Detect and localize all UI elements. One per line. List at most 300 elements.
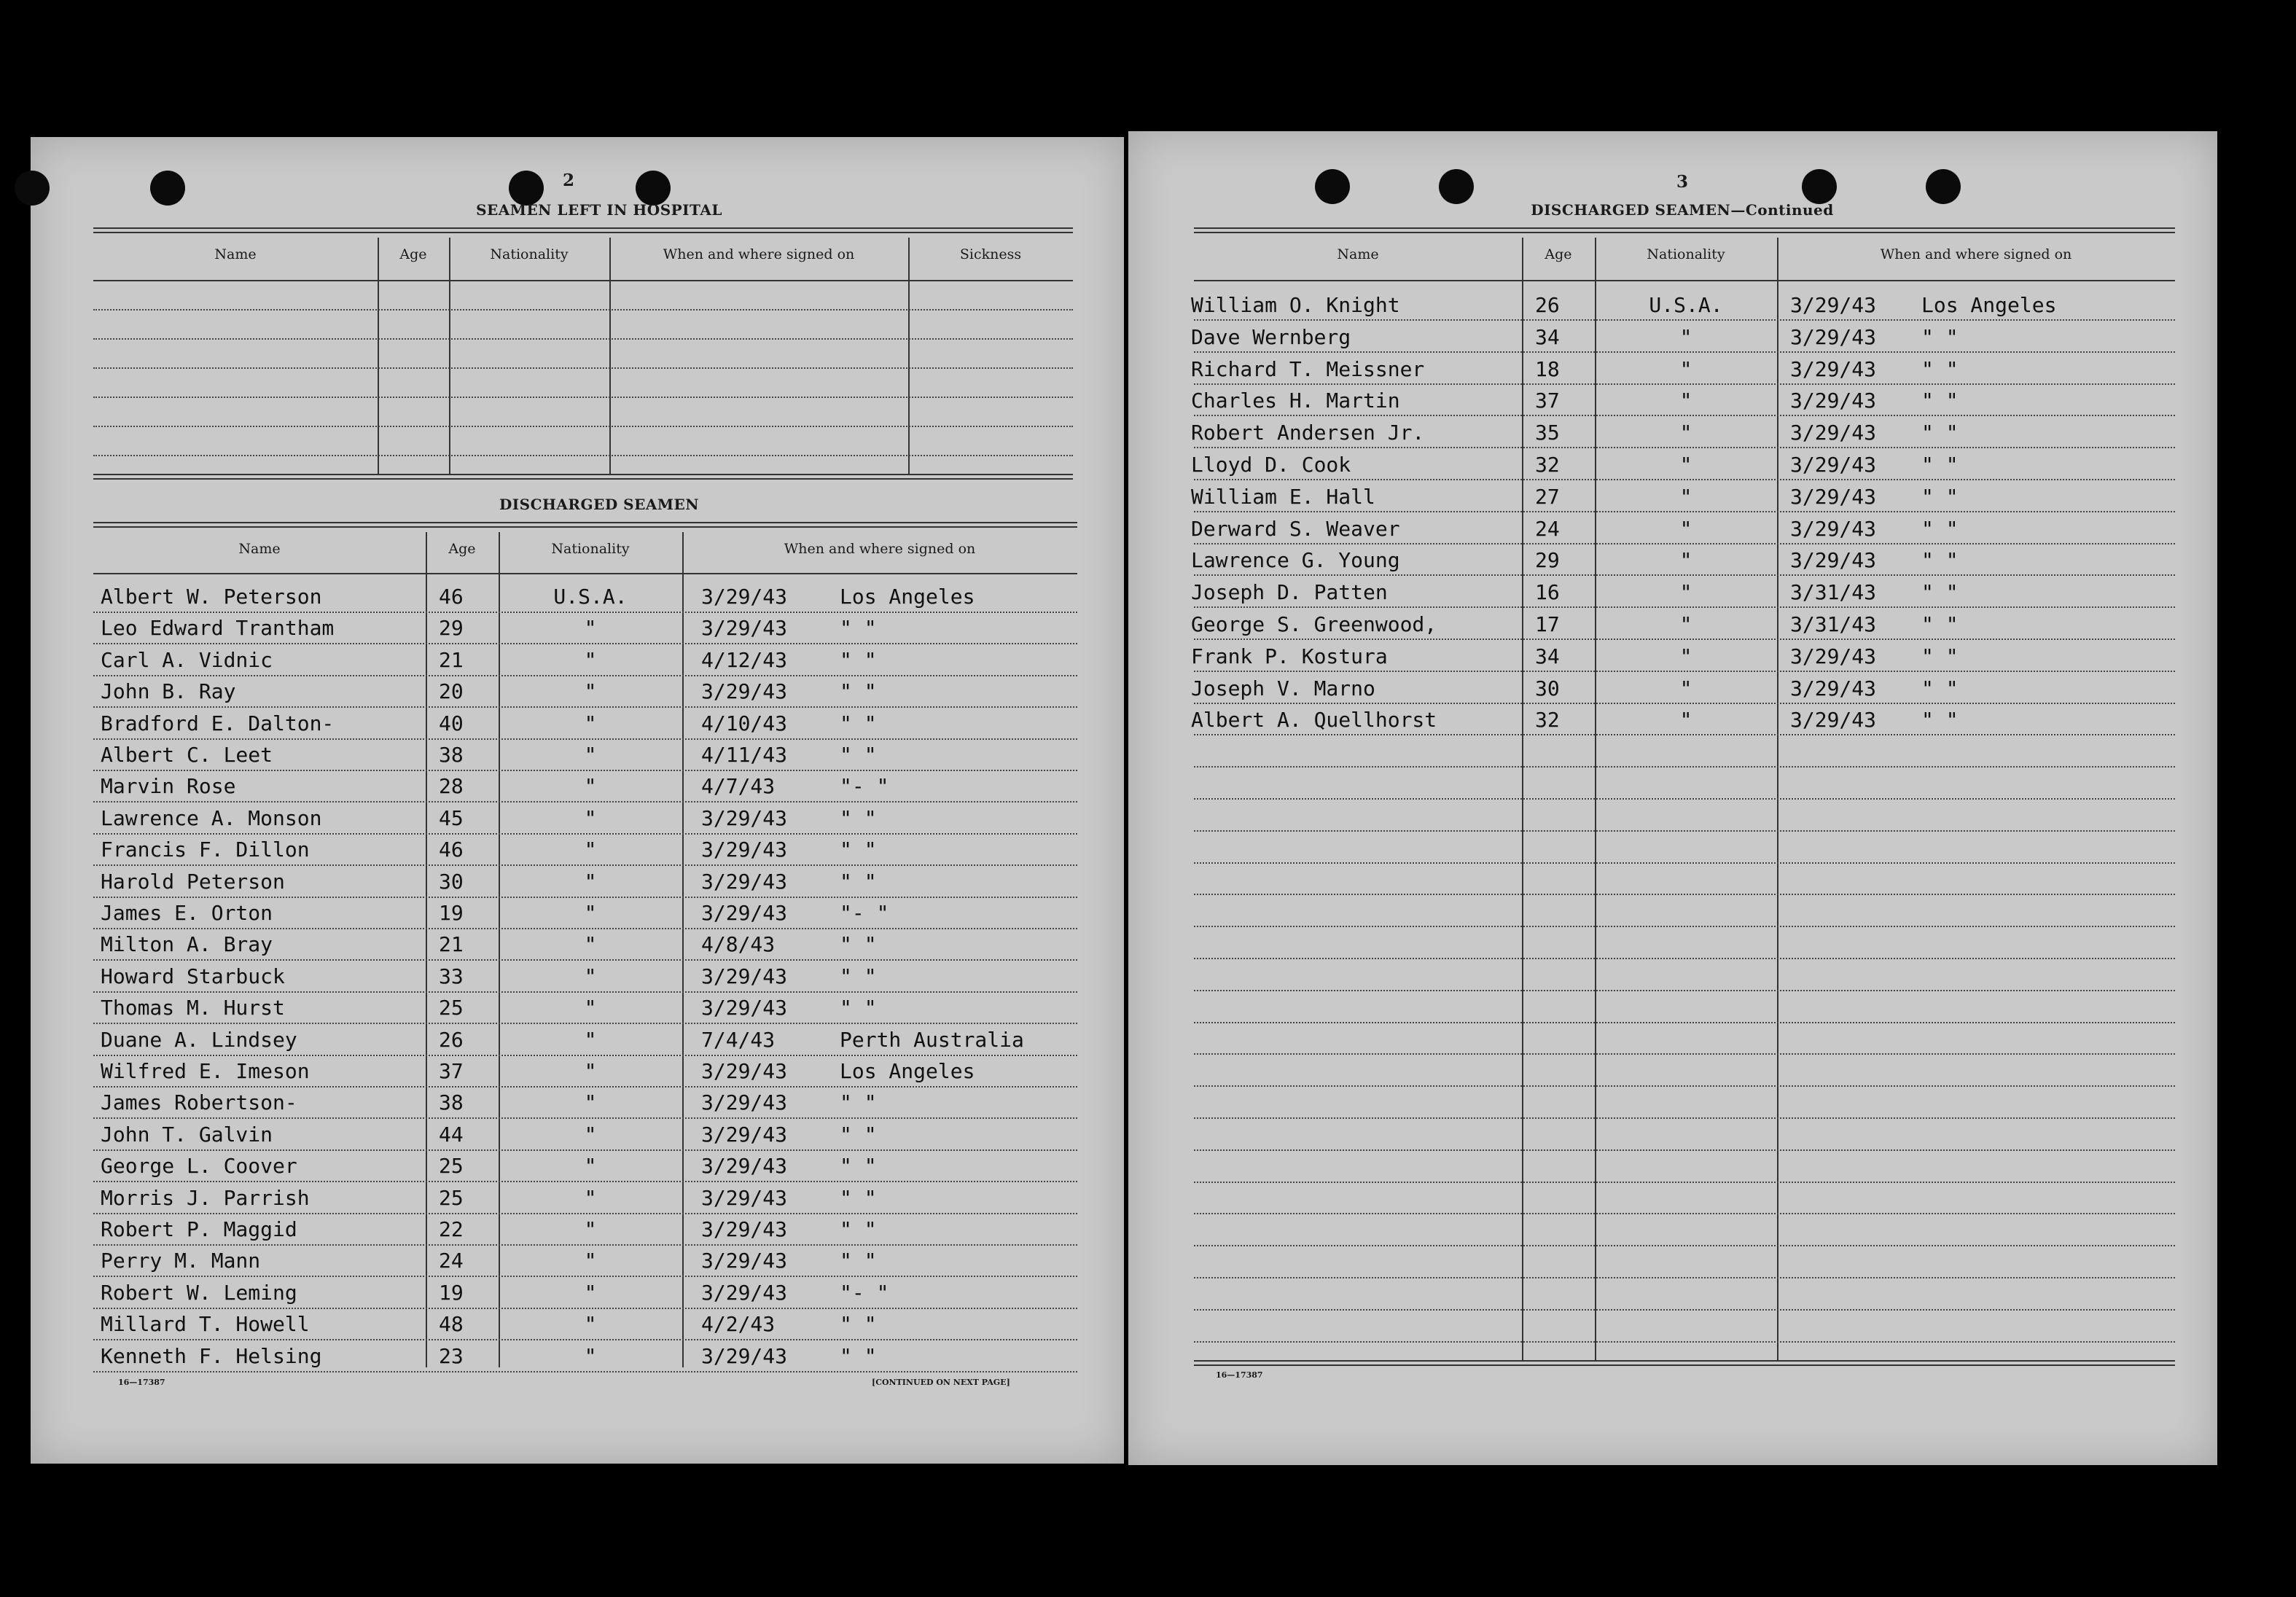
signed-on-date: 3/29/43 [701, 1059, 788, 1083]
seaman-age: 25 [439, 996, 464, 1020]
seaman-name: Lloyd D. Cook [1191, 453, 1351, 477]
seaman-age: 45 [439, 805, 464, 830]
signed-on-date: 3/29/43 [701, 1280, 788, 1305]
row-line [1194, 606, 2175, 608]
seaman-nationality: " [584, 1027, 597, 1052]
punch-hole-icon [636, 171, 671, 206]
column-header-nationality: Nationality [551, 541, 630, 557]
seaman-nationality: " [584, 837, 597, 862]
seaman-age: 28 [439, 774, 464, 799]
signed-on-date: 3/29/43 [701, 679, 788, 704]
seaman-name: Marvin Rose [101, 774, 236, 799]
signed-on-date: 3/29/43 [1790, 644, 1877, 668]
row-line [93, 1213, 1077, 1214]
signed-on-date: 3/29/43 [1790, 516, 1877, 541]
punch-hole-icon [1802, 169, 1837, 204]
row-line [1194, 990, 2175, 991]
seaman-name: Francis F. Dillon [101, 837, 310, 862]
seaman-nationality: " [1679, 421, 1692, 445]
seaman-age: 34 [1535, 644, 1560, 668]
signed-on-date: 3/29/43 [701, 1185, 788, 1210]
seaman-age: 38 [439, 743, 464, 767]
signed-on-place: " " [840, 1312, 877, 1337]
seaman-name: Milton A. Bray [101, 932, 273, 957]
signed-on-date: 4/10/43 [701, 711, 788, 735]
seaman-age: 18 [1535, 356, 1560, 381]
row-line [1194, 766, 2175, 768]
blank-row-line [93, 367, 1073, 369]
seaman-name: George S. Greenwood, [1191, 612, 1437, 636]
rule [1194, 1360, 2175, 1366]
signed-on-place: " " [1921, 484, 1959, 509]
signed-on-date: 4/2/43 [701, 1312, 776, 1337]
row-line [93, 706, 1077, 708]
seaman-nationality: " [1679, 548, 1692, 573]
seaman-name: William O. Knight [1191, 293, 1400, 317]
row-line [1194, 479, 2175, 480]
seaman-nationality: " [1679, 708, 1692, 733]
row-line [1194, 319, 2175, 321]
column-divider [378, 238, 379, 474]
signed-on-place: " " [840, 1249, 877, 1273]
row-line [1194, 415, 2175, 416]
row-line [93, 1371, 1077, 1373]
seaman-age: 26 [439, 1027, 464, 1052]
seaman-age: 35 [1535, 421, 1560, 445]
row-line [1194, 734, 2175, 735]
signed-on-place: " " [840, 1090, 877, 1115]
row-line [1194, 958, 2175, 959]
row-line [1194, 1309, 2175, 1311]
seaman-name: William E. Hall [1191, 484, 1375, 509]
seaman-nationality: " [584, 616, 597, 641]
seaman-nationality: " [584, 1280, 597, 1305]
seaman-name: Lawrence G. Young [1191, 548, 1400, 573]
column-divider [1522, 238, 1523, 1362]
seaman-name: John T. Galvin [101, 1122, 273, 1147]
signed-on-place: " " [840, 647, 877, 672]
row-line [93, 1308, 1077, 1309]
signed-on-date: 3/29/43 [701, 1122, 788, 1147]
seaman-name: James E. Orton [101, 901, 273, 925]
seaman-age: 26 [1535, 293, 1560, 317]
signed-on-place: "- " [840, 1280, 889, 1305]
row-line [1194, 830, 2175, 832]
signed-on-place: " " [840, 711, 877, 735]
seaman-age: 27 [1535, 484, 1560, 509]
row-line [93, 897, 1077, 898]
seaman-nationality: " [1679, 676, 1692, 700]
signed-on-date: 3/29/43 [1790, 356, 1877, 381]
column-header-age: Age [448, 541, 476, 557]
signed-on-place: " " [840, 837, 877, 862]
seaman-age: 48 [439, 1312, 464, 1337]
rule [93, 573, 1077, 574]
seaman-name: Bradford E. Dalton- [101, 711, 335, 735]
signed-on-place: " " [1921, 676, 1959, 700]
seaman-age: 30 [439, 869, 464, 894]
rule [93, 474, 1073, 480]
signed-on-date: 3/29/43 [701, 1090, 788, 1115]
seaman-name: John B. Ray [101, 679, 236, 704]
row-line [1194, 511, 2175, 512]
signed-on-date: 3/29/43 [1790, 484, 1877, 509]
seaman-name: Duane A. Lindsey [101, 1027, 297, 1052]
blank-row-line [93, 309, 1073, 311]
seaman-name: Howard Starbuck [101, 964, 285, 988]
seaman-name: Derward S. Weaver [1191, 516, 1400, 541]
row-line [93, 1244, 1077, 1246]
row-line [1194, 1022, 2175, 1023]
signed-on-place: " " [1921, 324, 1959, 349]
seaman-name: Robert Andersen Jr. [1191, 421, 1425, 445]
seaman-age: 22 [439, 1217, 464, 1241]
punch-hole-icon [15, 171, 50, 206]
seaman-name: Millard T. Howell [101, 1312, 310, 1337]
rule [93, 280, 1073, 281]
seaman-name: George L. Coover [101, 1154, 297, 1179]
row-line [93, 675, 1077, 676]
signed-on-place: " " [840, 1185, 877, 1210]
continued-note: [CONTINUED ON NEXT PAGE] [872, 1378, 1010, 1387]
signed-on-place: " " [1921, 708, 1959, 733]
seaman-nationality: " [584, 774, 597, 799]
seaman-nationality: " [584, 1059, 597, 1083]
punch-hole-icon [1439, 169, 1474, 204]
seaman-age: 19 [439, 1280, 464, 1305]
signed-on-date: 3/29/43 [1790, 293, 1877, 317]
seaman-name: Charles H. Martin [1191, 388, 1400, 413]
signed-on-date: 3/29/43 [701, 901, 788, 925]
column-header-when-signed: When and where signed on [784, 541, 976, 557]
signed-on-date: 4/12/43 [701, 647, 788, 672]
row-line [93, 1086, 1077, 1088]
page-number: 2 [562, 171, 574, 190]
row-line [93, 738, 1077, 740]
row-line [93, 1149, 1077, 1151]
seaman-nationality: " [1679, 516, 1692, 541]
column-header-when-signed: When and where signed on [1880, 246, 2072, 262]
row-line [1194, 639, 2175, 640]
row-line [1194, 351, 2175, 353]
signed-on-place: " " [1921, 612, 1959, 636]
seaman-nationality: " [584, 932, 597, 957]
continued-section-title: DISCHARGED SEAMEN—Continued [1531, 201, 1834, 219]
signed-on-place: "- " [840, 774, 889, 799]
seaman-nationality: " [584, 901, 597, 925]
form-number: 16—17387 [118, 1378, 165, 1387]
row-line [93, 1276, 1077, 1277]
signed-on-date: 3/29/43 [701, 964, 788, 988]
seaman-age: 32 [1535, 708, 1560, 733]
signed-on-place: " " [840, 1154, 877, 1179]
row-line [1194, 1213, 2175, 1214]
seaman-name: Kenneth F. Helsing [101, 1343, 322, 1368]
seaman-name: Robert P. Maggid [101, 1217, 297, 1241]
signed-on-place: " " [1921, 453, 1959, 477]
seaman-age: 46 [439, 837, 464, 862]
form-number: 16—17387 [1216, 1370, 1263, 1380]
row-line [1194, 1085, 2175, 1087]
row-line [1194, 894, 2175, 895]
signed-on-place: " " [1921, 388, 1959, 413]
seaman-nationality: " [584, 679, 597, 704]
row-line [93, 928, 1077, 929]
seaman-nationality: " [1679, 644, 1692, 668]
column-header-when-signed: When and where signed on [663, 246, 855, 262]
row-line [93, 801, 1077, 803]
seaman-nationality: U.S.A. [553, 585, 628, 609]
row-line [93, 1117, 1077, 1119]
punch-hole-icon [150, 171, 185, 206]
seaman-nationality: " [584, 1090, 597, 1115]
rule [1194, 280, 2175, 281]
seaman-nationality: " [584, 805, 597, 830]
seaman-nationality: " [584, 1185, 597, 1210]
discharged-section-title: DISCHARGED SEAMEN [499, 496, 700, 513]
row-line [93, 1181, 1077, 1182]
seaman-nationality: " [584, 1154, 597, 1179]
seaman-age: 38 [439, 1090, 464, 1115]
seaman-age: 21 [439, 647, 464, 672]
seaman-name: Lawrence A. Monson [101, 805, 322, 830]
row-line [1194, 574, 2175, 576]
row-line [1194, 1182, 2175, 1183]
seaman-age: 21 [439, 932, 464, 957]
seaman-name: Harold Peterson [101, 869, 285, 894]
row-line [1194, 1117, 2175, 1119]
signed-on-place: Perth Australia [840, 1027, 1024, 1052]
row-line [1194, 862, 2175, 864]
signed-on-date: 3/29/43 [1790, 388, 1877, 413]
seaman-nationality: U.S.A. [1649, 293, 1723, 317]
signed-on-date: 3/29/43 [1790, 708, 1877, 733]
seaman-name: Albert A. Quellhorst [1191, 708, 1437, 733]
row-line [1194, 447, 2175, 448]
signed-on-date: 3/29/43 [1790, 676, 1877, 700]
column-divider [609, 238, 611, 474]
signed-on-date: 3/29/43 [701, 869, 788, 894]
row-line [93, 1339, 1077, 1340]
row-line [93, 991, 1077, 993]
signed-on-place: " " [840, 1122, 877, 1147]
seaman-name: Albert W. Peterson [101, 585, 322, 609]
signed-on-place: " " [1921, 356, 1959, 381]
punch-hole-icon [1926, 169, 1961, 204]
seaman-age: 19 [439, 901, 464, 925]
seaman-name: Frank P. Kostura [1191, 644, 1388, 668]
row-line [93, 959, 1077, 961]
seaman-name: Wilfred E. Imeson [101, 1059, 310, 1083]
seaman-name: Carl A. Vidnic [101, 647, 273, 672]
row-line [93, 643, 1077, 644]
rule [93, 522, 1077, 528]
seaman-nationality: " [584, 1217, 597, 1241]
signed-on-place: " " [840, 1217, 877, 1241]
seaman-age: 24 [439, 1249, 464, 1273]
seaman-age: 37 [1535, 388, 1560, 413]
blank-row-line [93, 455, 1073, 456]
signed-on-place: Los Angeles [840, 1059, 975, 1083]
column-header-name: Name [214, 246, 257, 262]
row-line [1194, 703, 2175, 704]
seaman-nationality: " [1679, 612, 1692, 636]
column-divider [449, 238, 450, 474]
column-header-age: Age [399, 246, 427, 262]
column-header-nationality: Nationality [1647, 246, 1725, 262]
punch-hole-icon [1315, 169, 1350, 204]
column-header-name: Name [1337, 246, 1379, 262]
right-page [1128, 131, 2217, 1465]
row-line [1194, 1149, 2175, 1151]
seaman-nationality: " [584, 964, 597, 988]
seaman-nationality: " [1679, 356, 1692, 381]
signed-on-place: Los Angeles [1921, 293, 2057, 317]
signed-on-place: " " [840, 869, 877, 894]
row-line [93, 770, 1077, 771]
seaman-age: 24 [1535, 516, 1560, 541]
signed-on-date: 3/29/43 [701, 616, 788, 641]
signed-on-date: 3/29/43 [701, 585, 788, 609]
signed-on-place: " " [1921, 580, 1959, 605]
row-line [93, 1055, 1077, 1056]
signed-on-place: " " [840, 964, 877, 988]
seaman-nationality: " [584, 1343, 597, 1368]
seaman-nationality: " [1679, 388, 1692, 413]
seaman-nationality: " [584, 1249, 597, 1273]
signed-on-date: 3/29/43 [1790, 548, 1877, 573]
signed-on-place: " " [1921, 548, 1959, 573]
rule [1194, 227, 2175, 233]
signed-on-date: 3/29/43 [1790, 324, 1877, 349]
signed-on-date: 3/29/43 [701, 805, 788, 830]
row-line [93, 612, 1077, 613]
column-header-nationality: Nationality [490, 246, 569, 262]
seaman-age: 44 [439, 1122, 464, 1147]
signed-on-place: " " [840, 616, 877, 641]
row-line [1194, 1341, 2175, 1343]
seaman-name: Dave Wernberg [1191, 324, 1351, 349]
seaman-age: 32 [1535, 453, 1560, 477]
seaman-nationality: " [1679, 484, 1692, 509]
seaman-age: 25 [439, 1185, 464, 1210]
left-page [31, 137, 1124, 1464]
row-line [1194, 926, 2175, 927]
seaman-age: 16 [1535, 580, 1560, 605]
seaman-name: Leo Edward Trantham [101, 616, 335, 641]
row-line [1194, 1053, 2175, 1055]
signed-on-place: Los Angeles [840, 585, 975, 609]
seaman-age: 46 [439, 585, 464, 609]
signed-on-place: " " [840, 1343, 877, 1368]
column-divider [1777, 238, 1778, 1362]
blank-row-line [93, 397, 1073, 398]
signed-on-date: 3/29/43 [701, 1343, 788, 1368]
rule [93, 227, 1073, 233]
page-number: 3 [1676, 172, 1688, 192]
signed-on-date: 3/29/43 [701, 996, 788, 1020]
column-header-sickness: Sickness [959, 246, 1022, 262]
signed-on-place: " " [840, 805, 877, 830]
seaman-nationality: " [1679, 580, 1692, 605]
signed-on-date: 4/7/43 [701, 774, 776, 799]
signed-on-date: 3/29/43 [1790, 453, 1877, 477]
seaman-nationality: " [584, 711, 597, 735]
seaman-age: 34 [1535, 324, 1560, 349]
signed-on-place: " " [1921, 421, 1959, 445]
row-line [1194, 671, 2175, 672]
signed-on-place: " " [840, 679, 877, 704]
seaman-nationality: " [584, 869, 597, 894]
seaman-nationality: " [584, 743, 597, 767]
seaman-name: Richard T. Meissner [1191, 356, 1425, 381]
seaman-nationality: " [584, 1122, 597, 1147]
signed-on-date: 3/29/43 [701, 837, 788, 862]
seaman-age: 33 [439, 964, 464, 988]
signed-on-place: " " [840, 743, 877, 767]
row-line [93, 864, 1077, 866]
hospital-section-title: SEAMEN LEFT IN HOSPITAL [476, 201, 722, 219]
signed-on-date: 3/29/43 [1790, 421, 1877, 445]
signed-on-place: " " [840, 932, 877, 957]
seaman-name: Joseph D. Patten [1191, 580, 1388, 605]
seaman-name: Perry M. Mann [101, 1249, 261, 1273]
signed-on-date: 3/29/43 [701, 1154, 788, 1179]
seaman-age: 17 [1535, 612, 1560, 636]
seaman-age: 23 [439, 1343, 464, 1368]
seaman-name: James Robertson- [101, 1090, 297, 1115]
seaman-nationality: " [584, 996, 597, 1020]
row-line [93, 833, 1077, 835]
signed-on-date: 7/4/43 [701, 1027, 776, 1052]
seaman-nationality: " [1679, 453, 1692, 477]
seaman-nationality: " [1679, 324, 1692, 349]
seaman-age: 30 [1535, 676, 1560, 700]
signed-on-place: "- " [840, 901, 889, 925]
column-divider [426, 532, 427, 1367]
signed-on-date: 4/8/43 [701, 932, 776, 957]
seaman-name: Thomas M. Hurst [101, 996, 285, 1020]
row-line [1194, 1277, 2175, 1278]
column-header-name: Name [238, 541, 281, 557]
seaman-nationality: " [584, 647, 597, 672]
blank-row-line [93, 338, 1073, 340]
row-line [1194, 383, 2175, 385]
row-line [1194, 798, 2175, 800]
seaman-age: 29 [1535, 548, 1560, 573]
seaman-name: Robert W. Leming [101, 1280, 297, 1305]
seaman-age: 25 [439, 1154, 464, 1179]
seaman-name: Joseph V. Marno [1191, 676, 1375, 700]
row-line [93, 1023, 1077, 1024]
punch-hole-icon [509, 171, 544, 206]
column-divider [682, 532, 684, 1367]
signed-on-date: 4/11/43 [701, 743, 788, 767]
row-line [1194, 543, 2175, 544]
seaman-name: Albert C. Leet [101, 743, 273, 767]
seaman-age: 20 [439, 679, 464, 704]
seaman-age: 40 [439, 711, 464, 735]
row-line [1194, 1245, 2175, 1246]
seaman-age: 37 [439, 1059, 464, 1083]
signed-on-date: 3/29/43 [701, 1249, 788, 1273]
seaman-nationality: " [584, 1312, 597, 1337]
column-divider [908, 238, 910, 474]
seaman-age: 29 [439, 616, 464, 641]
signed-on-date: 3/31/43 [1790, 612, 1877, 636]
seaman-name: Morris J. Parrish [101, 1185, 310, 1210]
signed-on-date: 3/31/43 [1790, 580, 1877, 605]
